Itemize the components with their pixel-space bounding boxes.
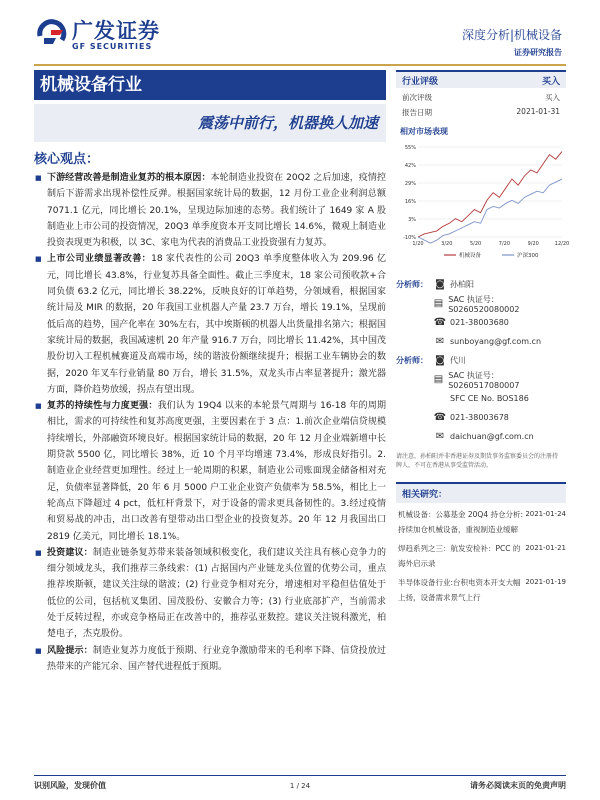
para-text: 我们认为 19Q4 以来的本轮景气周期与 16-18 年的周期相比，需求的可持续性和复苏高度更强，主要因素在于 3 点：1.前次企业端信贷规模持续增长，外部融资环境良好。根据国家统计局的数据，20 年 12 月企业端新增中长期贷款 5500 亿，同比增长 38%，近 10 个月平均增速 73.4%，形成良好指引。2.制造业企业经营更加理性。经过上一轮周期的积累，制造业公司账面现金储备相对充足，负债率显著降低，20 年 6 月 5000 户工业企业资产负债率为 58.5%，相比上一轮高点下降超过 4 pct，低杠杆背景下，对于设备的需求更具备韧性的。3.经过疫情和贸易战的冲击，出口改善有望带动出口型企业的投资复苏。20 年 12 月我国出口 2819 亿美元，同比增长 18.1%。 [47, 401, 386, 542]
para-text: 18 家代表性的公司 20Q3 单季度整体收入为 209.96 亿元，同比增长 43.8%，行业复苏具备全面性。截止三季度末，18 家公司预收款+合同负债 63.2 亿元，同比增长 38.22%，反映良好的订单趋势，分领域看，根据国家统计局及 MIR 的数据，20 年我国工业机器人产量 23.7 万台，增长 19.1%，呈现前低后高的趋势，国产化率在 30%左右，其中埃斯顿的机器人出货量排名第六；根据国家统计局的数据，我国减速机 20 年产量 916.7 万台，同比增长 11.42%，其中国茂股份切入工程机械赛道及高端市场，续的谐波份额继续提升；根据工业车辆协会的数据，2020 年叉车行业销量 80 万台，增长 31.5%，双龙头市占率显著提升；激光器方面，降价趋势放缓，拐点有望出现。 [47, 254, 386, 395]
analyst-name: 孙柏阳 [450, 280, 474, 289]
analyst-block [396, 275, 566, 446]
y-tick-label: -10% [403, 235, 416, 241]
logo-cn: 广发证券 [72, 18, 160, 43]
core-title: 核心观点： [34, 152, 100, 167]
analyst-sac: SAC 执证号：S0260520080002 [448, 294, 520, 314]
report-sub: 证券研究报告 [514, 48, 562, 57]
x-tick-label: 12/20 [554, 241, 570, 247]
para-heading: 投资建议： [47, 547, 93, 558]
relative-performance-chart [396, 141, 570, 263]
x-tick-label: 9/20 [527, 241, 539, 247]
analyst-email[interactable]: sunboyang@gf.com.cn [450, 337, 542, 346]
rating-value: 买入 [541, 76, 560, 87]
paragraph [34, 170, 386, 251]
analyst-sac: SAC 执证号：S0260517080007 [448, 370, 520, 390]
report-type: 深度分析|机械设备 [461, 28, 562, 42]
analyst-sfc: SFC CE No. BOS186 [450, 394, 529, 403]
analyst-label: 分析师： [396, 280, 428, 289]
x-tick-label: 3/20 [441, 241, 453, 247]
legend-label: 沪深300 [517, 253, 539, 259]
market-title: 相对市场表现 [400, 127, 448, 136]
related-item[interactable] [396, 507, 566, 537]
y-tick-label: 3% [408, 217, 416, 223]
sidebar [396, 70, 570, 605]
paragraph [34, 545, 386, 643]
prev-rating-row [396, 88, 566, 103]
y-tick-label: 16% [404, 199, 416, 205]
para-heading: 上市公司业绩显著改善： [47, 254, 152, 265]
para-heading: 风险提示： [47, 645, 93, 656]
email-icon: ✉ [435, 336, 445, 347]
person-icon: ◙ [435, 279, 445, 290]
paragraph [34, 251, 386, 398]
related-item[interactable] [396, 541, 566, 571]
analyst-name: 代川 [450, 356, 466, 365]
footer-slogan: 识别风险，发现价值 [34, 781, 106, 790]
y-tick-label: 55% [404, 145, 416, 151]
paragraph [34, 398, 386, 545]
paragraph [34, 643, 386, 676]
para-text: 本轮制造业投资在 20Q2 之后加速，疫情控制后下游需求出现补偿性反弹。根据国家统计局的数据，12 月份工业企业利润总额 7071.1 亿元，同比增长 20.1%，呈现边际加速的态势。我们统计了 1649 家 A 股制造业上市公司的投资情况，20Q3 单季度资本开支同比增长 14.6%，微观上制造业投资表现更为积极，以 3C、家电为代表的消费品工业投资强有力复苏。 [47, 173, 386, 249]
footer-divider [34, 775, 566, 776]
para-heading: 下游经营改善是制造业复苏的根本原因： [47, 173, 211, 183]
analyst-label: 分析师： [396, 356, 428, 365]
related-text: 焊趋系列之三：航发安检补：PCC 的海外启示录 [398, 544, 521, 568]
logo-en: GF SECURITIES [72, 41, 153, 51]
y-tick-label: 42% [404, 163, 416, 169]
page-number: 1 / 24 [289, 782, 311, 790]
related-text: 半导体设备行业:台积电资本开支大幅上扬，设备需求景气上行 [398, 578, 521, 602]
y-tick-label: 29% [404, 181, 416, 187]
gf-logo-icon [34, 18, 68, 52]
person-icon: ◙ [435, 355, 445, 366]
analyst-phone: 021-38003680 [450, 318, 509, 327]
bullet-icon: ■ [35, 646, 42, 655]
x-tick-label: 5/20 [469, 241, 482, 247]
related-item[interactable] [396, 575, 566, 605]
para-text: 制造业链条复苏带来装备领域积极变化，我们建议关注具有核心竞争力的细分领域龙头，我们推荐三条线索：(1) 占据国内产业链龙头位置的优势公司，重点推荐埃斯顿，建议关注绿的谐波；(2) 行业竞争相对充分，增速相对平稳但估值处于低位的公司，包括杭叉集团、国茂股份、安徽合力等；(3) 行业底部扩产，当前需求处于反转过程，亦或竞争格局正在改善中的，推荐弘亚数控。建议关注锐科激光，柏楚电子，杰克股份。 [47, 547, 386, 640]
header-divider [34, 64, 566, 66]
x-tick-label: 1/20 [412, 241, 424, 247]
bullet-icon: ■ [35, 255, 42, 264]
para-heading: 复苏的持续性与力度更强： [47, 401, 158, 412]
id-card-icon: ▤ [433, 374, 444, 385]
series-line [418, 179, 562, 243]
para-text: 制造业复苏力度低于预期、行业竞争激励带来的毛利率下降、信贷投放过热带来的产能冗余、国产替代进程低于预期。 [47, 645, 386, 672]
rating-label: 行业评级 [402, 76, 439, 87]
rating-header [396, 70, 566, 88]
related-text: 机械设备：公募基金 20Q4 持仓分析:持续加仓机械设备，重视制造业缓解 [398, 510, 524, 534]
legend-label: 机械设备 [459, 253, 482, 259]
phone-icon: ☎ [433, 412, 447, 423]
bullet-icon: ■ [35, 548, 42, 557]
related-title: 相关研究： [396, 482, 566, 503]
license-note: 请注意，孙柏阳并非香港证券及期货事务监察委员会的注册持牌人，不可在香港从事受监管活动。 [396, 453, 559, 469]
x-tick-label: 7/20 [498, 241, 511, 247]
prev-rating-value: 买入 [545, 93, 560, 102]
id-card-icon: ▤ [433, 298, 444, 309]
bullet-icon: ■ [35, 174, 42, 182]
bullet-icon: ■ [35, 402, 42, 411]
report-date-row [396, 103, 566, 118]
disclaimer-note: 请务必阅读末页的免责声明 [470, 781, 566, 790]
analyst-phone: 021-38003678 [450, 413, 509, 422]
report-title: 震荡中前行，机器换人加速 [34, 104, 386, 142]
email-icon: ✉ [435, 431, 445, 442]
related-date: 2021-01-21 [525, 544, 566, 552]
phone-icon: ☎ [433, 317, 447, 328]
related-date: 2021-01-24 [525, 510, 566, 518]
report-date-label: 报告日期 [402, 108, 432, 117]
analyst-email[interactable]: daichuan@gf.com.cn [450, 432, 534, 441]
prev-rating-label: 前次评级 [402, 93, 432, 102]
related-date: 2021-01-19 [525, 578, 566, 586]
series-line [418, 152, 562, 237]
report-date-value: 2021-01-31 [516, 107, 560, 116]
industry-banner: 机械设备行业 [34, 70, 386, 100]
main-content [34, 170, 386, 675]
company-logo [34, 18, 160, 52]
related-research [396, 482, 566, 605]
